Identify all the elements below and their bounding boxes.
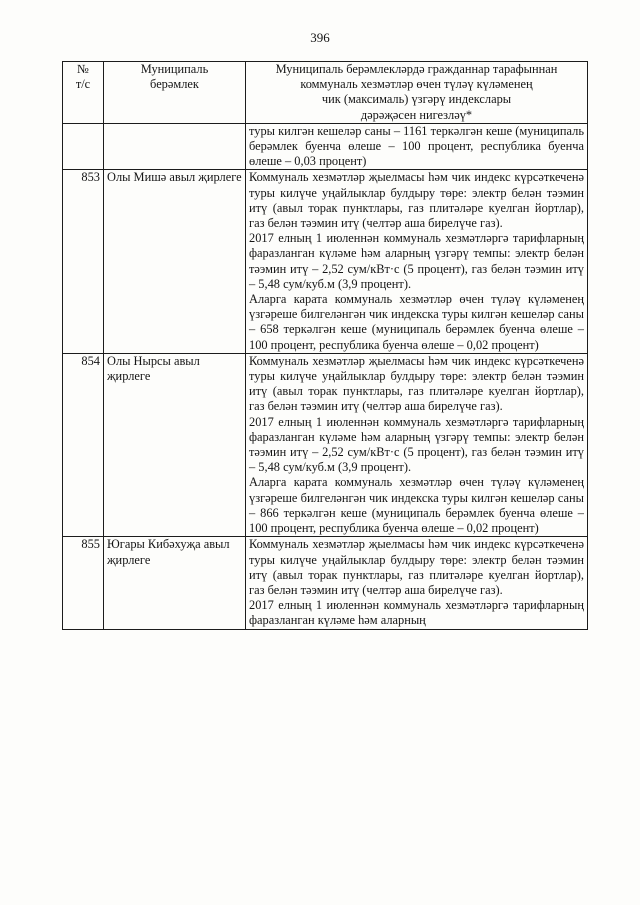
row-number: 853 (63, 170, 104, 353)
row-paragraph: Коммуналь хезмәтләр җыелмасы һәм чик индекс күрсәткеченә туры килүче уңайлыклар булдыру төре: электр белән тәэмин итү (авыл торак пунктлары, газ плитәләре куелган йортлар), газ белән тәэмин итү (челтәр аша бирелүче газ). (249, 353, 584, 414)
row-paragraph: Коммуналь хезмәтләр җыелмасы һәм чик индекс күрсәткеченә туры килүче уңайлыклар булдыру төре: электр белән тәэмин итү (авыл торак пунктлары, газ плитәләре куелган йортлар), газ белән тәэмин итү (челтәр аша бирелүче газ). (249, 170, 584, 231)
row-paragraph: 2017 елның 1 июленнән коммуналь хезмәтләргә тарифларның фаразланган күләме һәм аларның үзгәрү темпы: электр белән тәэмин итү – 2,52 сум/кВт·с (5 процент), газ белән тәэмин итү – 5,48 сум/куб.м (3,9 процент). (249, 414, 584, 475)
header-justification: Муниципаль берәмлекләрдә гражданнар тарафыннан коммуналь хезмәтләр өчен түләү күләменең чик (максималь) үзгәрү индекслары дәрәҗәсен нигезләү* (246, 62, 588, 124)
row-paragraph: Аларга карата коммуналь хезмәтләр өчен түләү күләменең үзгәреше билгеләнгән чик индекска туры килгән кешеләр саны – 866 теркәлгән кеше (муниципаль берәмлек буенча өлеше – 100 процент, республика буенча өлеше – 0,02 процент) (249, 475, 584, 536)
municipality-name: Олы Нырсы авыл җирлеге (107, 353, 200, 384)
tariff-table (62, 61, 588, 630)
page-number: 396 (310, 30, 330, 45)
municipality-name: Олы Мишә авыл җирлеге (107, 170, 242, 185)
row-paragraph: Аларга карата коммуналь хезмәтләр өчен түләү күләменең үзгәреше билгеләнгән чик индекска туры килгән кешеләр саны – 658 теркәлгән кеше (муниципаль берәмлек буенча өлеше – 100 процент, республика буенча өлеше – 0,02 процент) (249, 292, 584, 352)
table-row (63, 537, 588, 629)
table-header-row (63, 62, 588, 124)
row-number: 855 (63, 537, 104, 629)
header-municipality: Муниципаль берәмлек (104, 62, 246, 124)
row-number: 854 (63, 353, 104, 536)
municipality-name: Югары Кибәхуҗа авыл җирлеге (107, 537, 230, 567)
row-paragraph: 2017 елның 1 июленнән коммуналь хезмәтләргә тарифларның фаразланган күләме һәм аларның үзгәрү темпы: электр белән тәэмин итү – 2,52 сум/кВт·с (5 процент), газ белән тәэмин итү – 5,48 сум/куб.м (3,9 процент). (249, 231, 584, 291)
row-paragraph: 2017 елның 1 июленнән коммуналь хезмәтләргә тарифларның фаразланган күләме һәм аларның (249, 598, 584, 628)
table-row (63, 170, 588, 353)
header-number: № т/с (63, 62, 104, 124)
continuation-text: туры килгән кешеләр саны – 1161 теркәлгән кеше (муниципаль берәмлек буенча өлеше – 100 процент, республика буенча өлеше – 0,03 процент) (249, 123, 584, 169)
row-paragraph: Коммуналь хезмәтләр җыелмасы һәм чик индекс күрсәткеченә туры килүче уңайлыклар булдыру төре: электр белән тәэмин итү (авыл торак пунктлары, газ плитәләре куелган йортлар), газ белән тәэмин итү (челтәр аша бирелүче газ). (249, 537, 584, 597)
table-row (63, 353, 588, 536)
table-row-continuation (63, 123, 588, 170)
